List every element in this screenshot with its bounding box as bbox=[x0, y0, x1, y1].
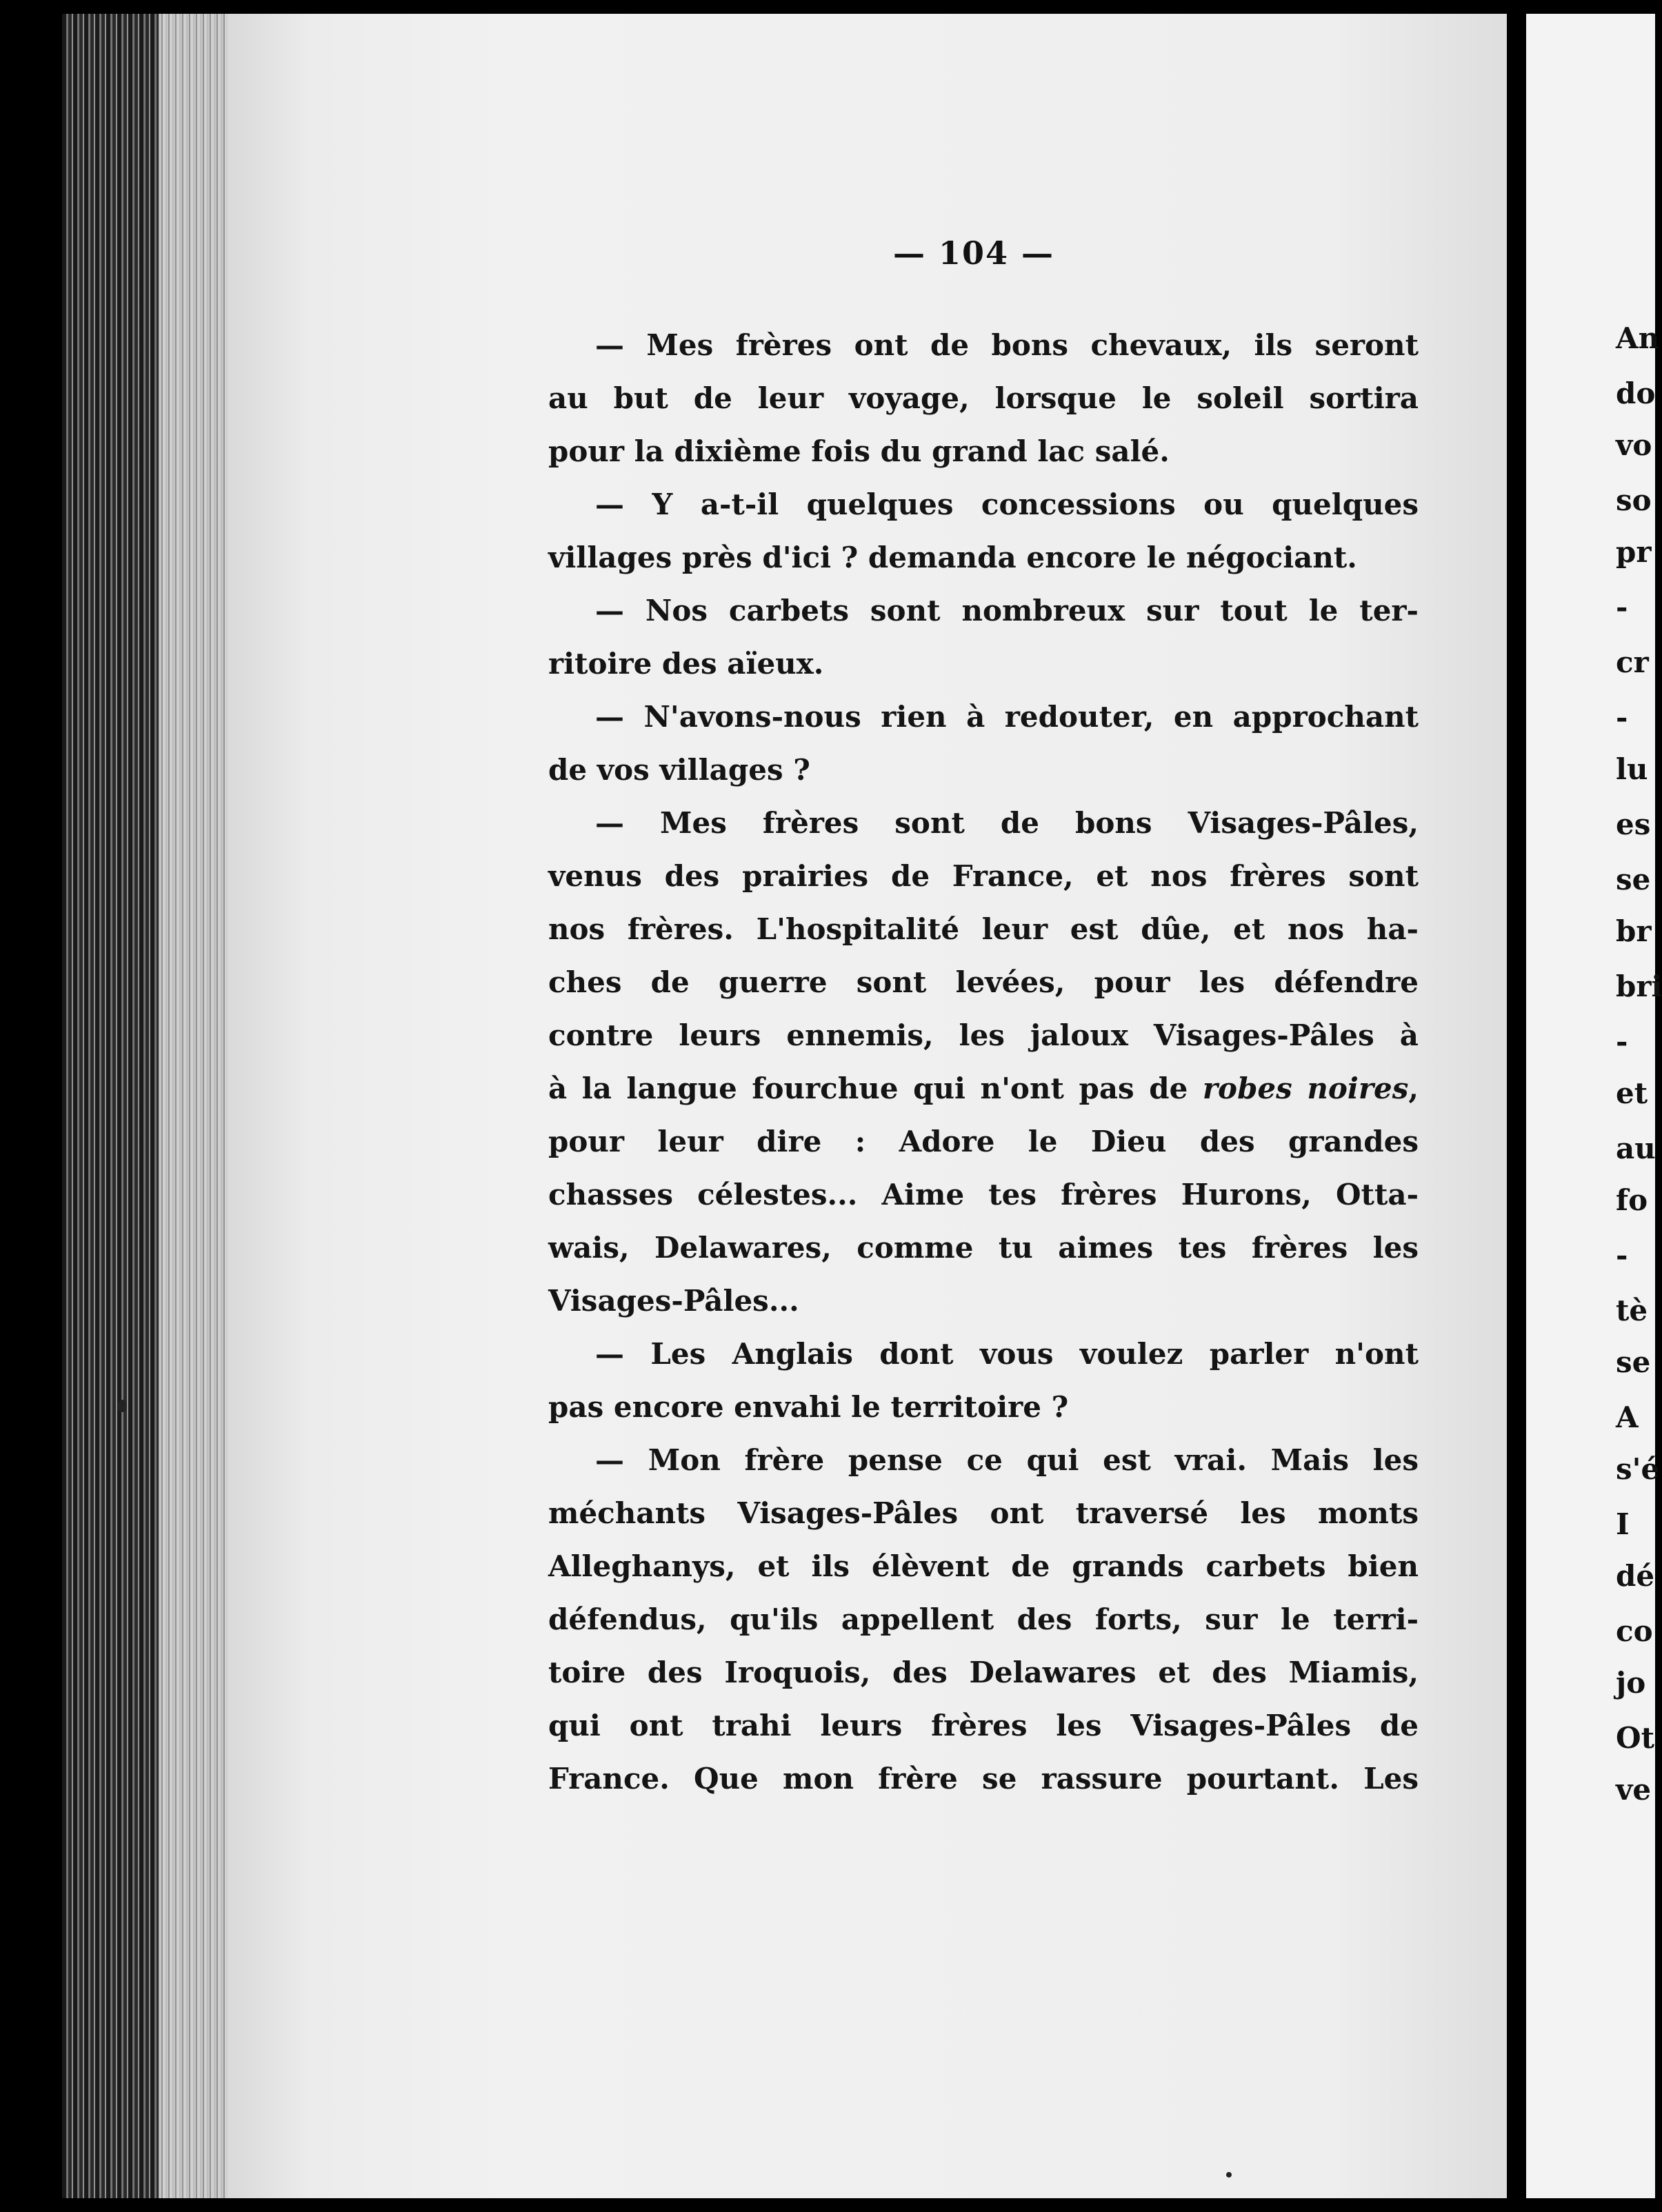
facing-page-text: so bbox=[1616, 483, 1652, 517]
text-line-italic: robes noires bbox=[1202, 1072, 1409, 1105]
facing-page-text: ve bbox=[1616, 1773, 1652, 1807]
facing-page-text: A bbox=[1616, 1400, 1639, 1434]
text-line: — Mes frères ont de bons chevaux, ils seront bbox=[595, 328, 1419, 362]
text-line: contre leurs ennemis, les jaloux Visages-Pâles à bbox=[548, 1018, 1419, 1052]
text-line: toire des Iroquois, des Delawares et des Miamis, bbox=[548, 1656, 1419, 1689]
facing-page-text: An bbox=[1616, 321, 1660, 355]
text-line: au but de leur voyage, lorsque le soleil sortira bbox=[548, 381, 1419, 415]
facing-page-text: tè bbox=[1616, 1294, 1648, 1327]
text-line: — Les Anglais dont vous voulez parler n'ont bbox=[595, 1337, 1419, 1371]
page-gutter bbox=[1507, 0, 1526, 2212]
text-line: méchants Visages-Pâles ont traversé les monts bbox=[548, 1496, 1419, 1530]
facing-page-text: s'é bbox=[1616, 1452, 1660, 1486]
facing-page-text: co bbox=[1616, 1614, 1653, 1648]
facing-page-text: pr bbox=[1616, 535, 1652, 569]
text-line: qui ont trahi leurs frères les Visages-Pâles de bbox=[548, 1709, 1419, 1742]
facing-page-text: - bbox=[1616, 701, 1628, 734]
ink-speck bbox=[1226, 2172, 1232, 2178]
text-line: ritoire des aïeux. bbox=[548, 647, 824, 681]
facing-page-text: I bbox=[1616, 1507, 1630, 1541]
facing-page-text: vo bbox=[1616, 428, 1652, 462]
facing-page-text: lu bbox=[1616, 752, 1648, 786]
text-line: pour la dixième fois du grand lac salé. bbox=[548, 434, 1170, 468]
text-line: de vos villages ? bbox=[548, 753, 810, 787]
text-line: chasses célestes... Aime tes frères Hurons, Otta- bbox=[548, 1178, 1419, 1211]
facing-page-text: Ot bbox=[1616, 1721, 1654, 1755]
text-line: — Mes frères sont de bons Visages-Pâles, bbox=[595, 806, 1419, 840]
text-line: — Nos carbets sont nombreux sur tout le ter- bbox=[595, 594, 1419, 627]
text-line: wais, Delawares, comme tu aimes tes frères les bbox=[548, 1231, 1419, 1265]
facing-page-text: jo bbox=[1616, 1666, 1646, 1700]
text-line: — Y a-t-il quelques concessions ou quelques bbox=[595, 487, 1419, 521]
facing-page-text: dé bbox=[1616, 1559, 1655, 1593]
body-text bbox=[548, 319, 1419, 1805]
text-line: défendus, qu'ils appellent des forts, sur le terri- bbox=[548, 1602, 1419, 1636]
text-line: Visages-Pâles... bbox=[548, 1284, 799, 1318]
facing-page-text: au bbox=[1616, 1132, 1656, 1165]
text-line: ches de guerre sont levées, pour les défendre bbox=[548, 965, 1419, 999]
text-line: venus des prairies de France, et nos frères sont bbox=[548, 859, 1419, 893]
text-line: pas encore envahi le territoire ? bbox=[548, 1390, 1069, 1424]
text-line: — Mon frère pense ce qui est vrai. Mais les bbox=[595, 1443, 1419, 1477]
text-line: — N'avons-nous rien à redouter, en approchant bbox=[595, 700, 1419, 734]
facing-page-text: - bbox=[1616, 1238, 1628, 1272]
page-number: — 104 — bbox=[893, 234, 1055, 272]
text-line-segment: , bbox=[1408, 1072, 1419, 1105]
facing-page-text: et bbox=[1616, 1076, 1648, 1110]
text-line-segment: à la langue fourchue qui n'ont pas de bbox=[548, 1072, 1203, 1105]
facing-page-text: se bbox=[1616, 863, 1651, 896]
text-line: nos frères. L'hospitalité leur est dûe, et nos ha- bbox=[548, 912, 1419, 946]
facing-page-text: - bbox=[1616, 1025, 1628, 1058]
ink-speck bbox=[117, 1400, 127, 1412]
facing-page-text: fo bbox=[1616, 1183, 1648, 1217]
text-line: pour leur dire : Adore le Dieu des grandes bbox=[548, 1125, 1419, 1158]
text-line: Alleghanys, et ils élèvent de grands carbets bien bbox=[548, 1549, 1419, 1583]
facing-page-text: do bbox=[1616, 376, 1656, 410]
facing-page-text: - bbox=[1616, 590, 1628, 624]
text-line: villages près d'ici ? demanda encore le négociant. bbox=[548, 541, 1357, 574]
facing-page-text: cr bbox=[1616, 645, 1649, 679]
facing-page-text: bri bbox=[1616, 969, 1662, 1003]
facing-page-text: br bbox=[1616, 914, 1652, 948]
text-line: France. Que mon frère se rassure pourtant. Les bbox=[548, 1762, 1419, 1796]
facing-page-fragment bbox=[1526, 14, 1662, 2198]
facing-page-text: se bbox=[1616, 1345, 1651, 1379]
facing-page-text: es bbox=[1616, 807, 1651, 841]
text-line bbox=[548, 1062, 1419, 1115]
book-page-edges-light bbox=[159, 14, 234, 2198]
